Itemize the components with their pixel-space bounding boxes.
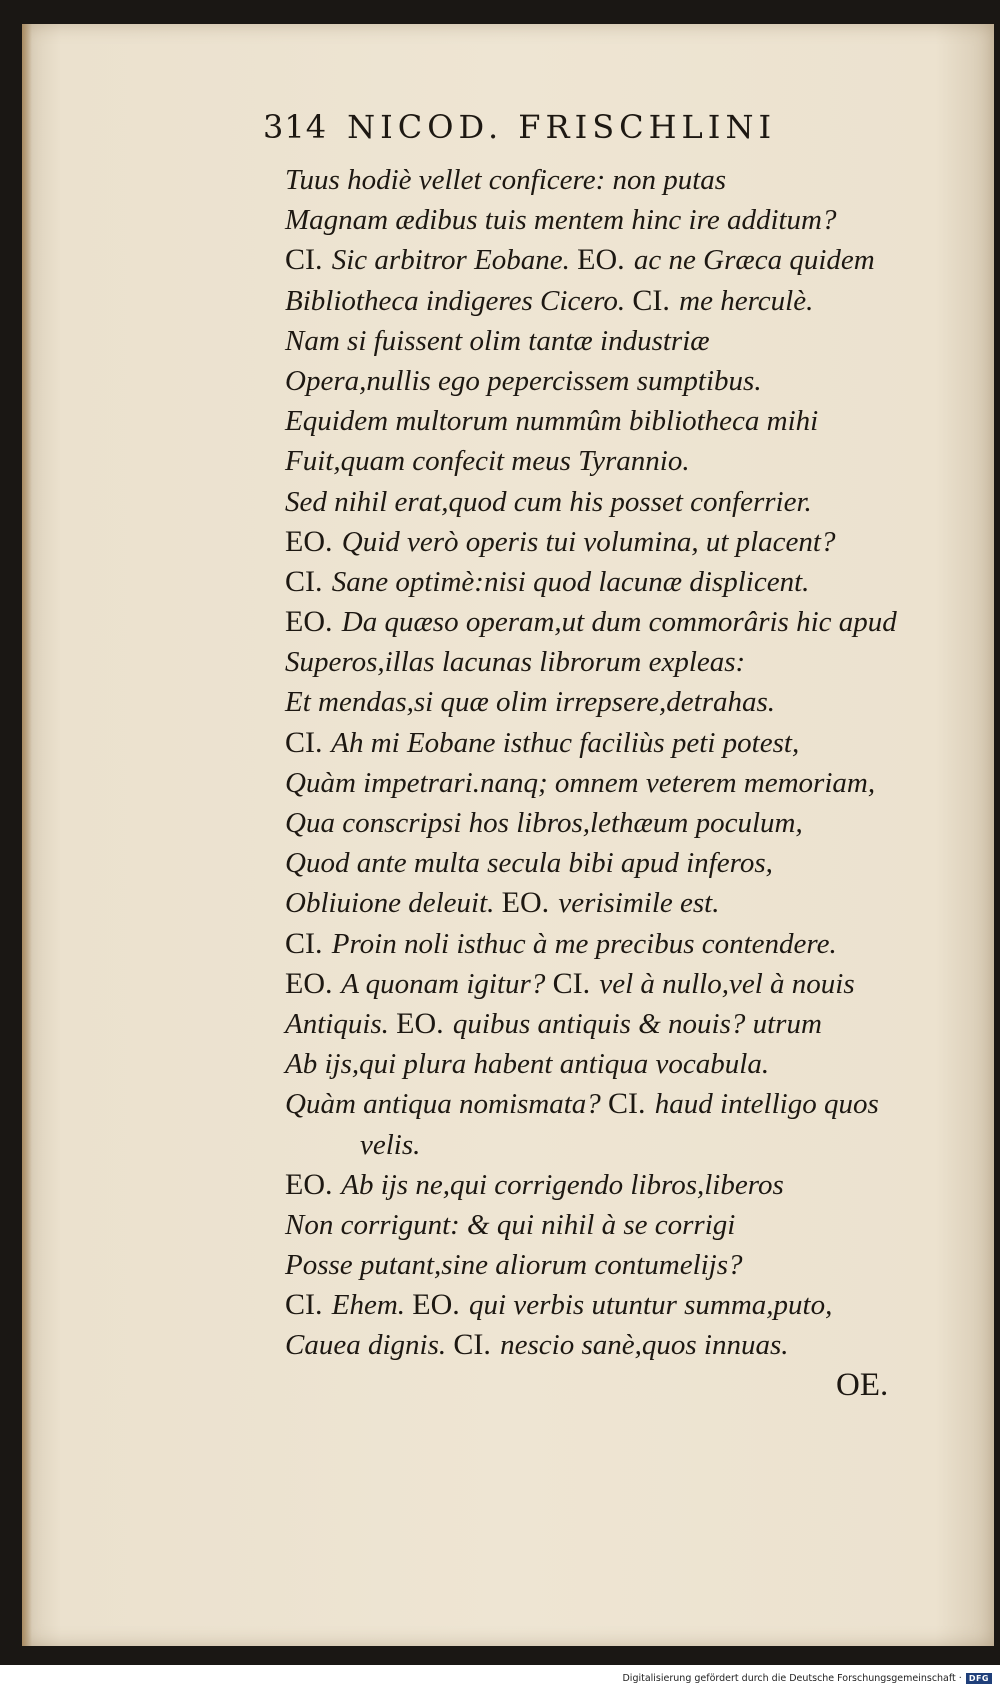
page-edge: [22, 24, 32, 1646]
speaker-label: EO.: [285, 1167, 333, 1201]
text-line: [285, 1205, 925, 1245]
line-text: Tuus hodiè vellet conficere: non putas: [285, 164, 727, 196]
text-line: [285, 482, 925, 522]
catchword: OE.: [836, 1367, 889, 1403]
footer-credit: [622, 1673, 992, 1684]
speaker-label: CI.: [608, 1087, 646, 1121]
speaker-label: CI.: [285, 1288, 323, 1322]
text-line: [285, 160, 925, 200]
line-text: Posse putant,sine aliorum contumelijs?: [285, 1249, 743, 1282]
text-line: [285, 803, 925, 843]
text-line: [285, 1285, 925, 1325]
line-text: Equidem multorum nummûm bibliotheca mihi: [285, 405, 819, 438]
line-text: Sane optimè:nisi quod lacunæ displicent.: [324, 565, 810, 598]
text-line: [285, 1325, 925, 1365]
speaker-label: CI.: [552, 966, 591, 1000]
text-line: [285, 602, 925, 642]
line-text: Proin noli isthuc à me precibus contendere.: [324, 927, 837, 960]
text-line: [285, 964, 925, 1004]
line-text: A quonam igitur?: [334, 967, 553, 1000]
speaker-label: EO.: [396, 1006, 444, 1040]
line-text: ac ne Græca quidem: [626, 244, 875, 277]
line-text: quibus antiquis & nouis? utrum: [445, 1007, 822, 1040]
line-text: Quod ante multa secula bibi apud inferos,: [285, 847, 773, 880]
line-text: Cauea dignis.: [285, 1329, 454, 1362]
text-line: [285, 924, 925, 964]
line-text: Non corrigunt: & qui nihil à se corrigi: [285, 1208, 736, 1241]
line-text: Quàm impetrari.nanq; omnem veterem memoriam,: [285, 766, 876, 799]
text-line: [285, 682, 925, 722]
line-text: nescio sanè,quos innuas.: [492, 1329, 789, 1362]
line-text: Da quæso operam,ut dum commorâris hic apud: [334, 606, 897, 639]
speaker-label: CI.: [632, 283, 670, 317]
text-line: [285, 1044, 925, 1084]
line-text: velis.: [360, 1128, 421, 1161]
text-line: [285, 321, 925, 361]
text-line: [285, 1004, 925, 1044]
line-text: qui verbis utuntur summa,puto,: [461, 1289, 833, 1322]
text-line: [285, 763, 925, 803]
line-text: Magnam ædibus tuis mentem hinc ire additum?: [285, 204, 837, 237]
text-line: [285, 522, 925, 562]
text-line: [285, 1084, 925, 1124]
dialogue-text: [285, 160, 925, 1366]
text-line: [285, 281, 925, 321]
speaker-label: CI.: [285, 243, 323, 277]
text-line: [285, 642, 925, 682]
text-line: [285, 562, 925, 602]
speaker-label: EO.: [285, 966, 333, 1000]
text-line: [285, 441, 925, 481]
line-text: Ab ijs ne,qui corrigendo libros,liberos: [334, 1168, 784, 1201]
text-line: [285, 200, 925, 240]
page-number: 314: [263, 108, 328, 146]
text-line: [285, 723, 925, 763]
text-line: [285, 361, 925, 401]
speaker-label: CI.: [453, 1328, 491, 1362]
line-text: verisimile est.: [551, 887, 720, 920]
line-text: Obliuione deleuit.: [285, 887, 502, 920]
line-text: Fuit,quam confecit meus Tyrannio.: [285, 445, 690, 478]
speaker-label: EO.: [285, 524, 333, 558]
text-line: [285, 1165, 925, 1205]
dfg-logo: DFG: [966, 1673, 992, 1684]
line-text: Bibliotheca indigeres Cicero.: [285, 284, 633, 317]
line-text: Superos,illas lacunas librorum expleas:: [285, 646, 746, 679]
line-text: Quàm antiqua nomismata?: [285, 1088, 609, 1121]
author-heading: NICOD. FRISCHLINI: [347, 108, 777, 146]
speaker-label: CI.: [285, 564, 323, 598]
line-text: Ah mi Eobane isthuc faciliùs peti potest,: [324, 726, 800, 759]
line-text: Ehem.: [324, 1289, 413, 1322]
text-line: [285, 843, 925, 883]
line-text: Et mendas,si quæ olim irrepsere,detrahas.: [285, 686, 776, 719]
speaker-label: EO.: [285, 605, 333, 639]
text-line: [285, 1125, 925, 1165]
speaker-label: EO.: [501, 886, 550, 920]
line-text: Qua conscripsi hos libros,lethæum poculum,: [285, 807, 803, 839]
line-text: vel à nullo,vel à nouis: [592, 967, 855, 1000]
text-line: [285, 240, 925, 280]
text-line: [285, 883, 925, 923]
text-line: [285, 1245, 925, 1285]
speaker-label: CI.: [285, 725, 323, 759]
line-text: Quid verò operis tui volumina, ut placent?: [334, 525, 836, 558]
line-text: Antiquis.: [285, 1007, 397, 1040]
line-text: Sic arbitror Eobane.: [324, 244, 578, 277]
line-text: Opera,nullis ego pepercissem sumptibus.: [285, 364, 762, 397]
speaker-label: CI.: [285, 926, 323, 960]
line-text: haud intelligo quos: [647, 1088, 879, 1121]
line-text: Nam si fuissent olim tantæ industriæ: [285, 324, 710, 357]
running-head: [263, 108, 776, 146]
speaker-label: EO.: [577, 243, 625, 277]
speaker-label: EO.: [412, 1288, 460, 1322]
line-text: Ab ijs,qui plura habent antiqua vocabula.: [285, 1048, 770, 1081]
line-text: Sed nihil erat,quod cum his posset conferrier.: [285, 485, 812, 518]
footer-credit-text: Digitalisierung gefördert durch die Deutsche Forschungsgemeinschaft ·: [622, 1673, 962, 1684]
line-text: me herculè.: [671, 284, 814, 317]
text-line: [285, 401, 925, 441]
